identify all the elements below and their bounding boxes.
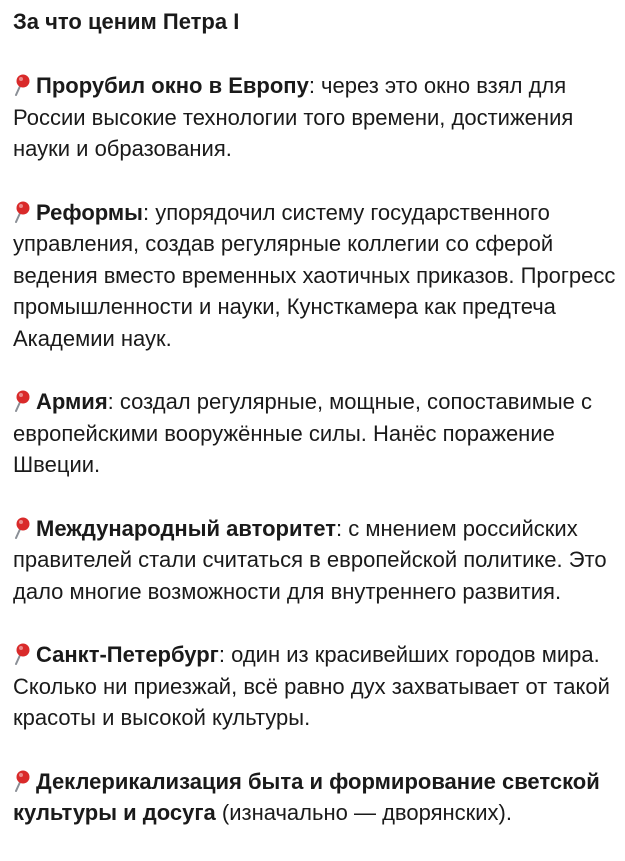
item-heading: Международный авторитет xyxy=(36,515,336,541)
list-item xyxy=(13,70,617,165)
item-heading: Санкт-Петербург xyxy=(36,642,219,667)
round-pushpin-icon xyxy=(13,201,31,223)
list-item xyxy=(13,386,617,481)
list-item xyxy=(13,639,617,734)
item-text: (изначально — дворянских). xyxy=(215,800,512,825)
list-item xyxy=(13,513,617,608)
round-pushpin-icon xyxy=(13,643,31,665)
item-heading: Деклерикализация быта и формирование светской культуры и досуга xyxy=(13,768,600,825)
item-heading: Реформы xyxy=(36,199,143,225)
item-text: : создал регулярные, мощные, сопоставимые с европейскими вооружённые силы. Нанёс поражение Швеции. xyxy=(13,389,593,477)
item-text: : один из красивейших городов мира. Сколько ни приезжай, всё равно дух захватывает от такой красоты и высокой культуры. xyxy=(13,642,610,730)
item-text: : упорядочил систему государственного управления, создав регулярные коллегии со сферой ведения вместо временных хаотичных приказов. Прогресс промышленности и науки, Кунсткамера как предтеча Академии наук. xyxy=(13,199,616,351)
post-items xyxy=(13,70,617,829)
item-text: : через это окно взял для России высокие технологии того времени, достижения науки и образования. xyxy=(13,73,574,161)
list-item xyxy=(13,766,617,829)
round-pushpin-icon xyxy=(13,74,31,96)
item-text: : с мнением российских правителей стали считаться в европейской политике. Это дало многие возможности для внутреннего развития. xyxy=(13,515,607,604)
round-pushpin-icon xyxy=(13,517,31,539)
round-pushpin-icon xyxy=(13,770,31,792)
item-heading: Прорубил окно в Европу xyxy=(36,73,309,98)
post-title: За что ценим Петра I xyxy=(13,9,240,34)
round-pushpin-icon xyxy=(13,390,31,412)
item-heading: Армия xyxy=(36,389,108,414)
list-item xyxy=(13,197,617,355)
